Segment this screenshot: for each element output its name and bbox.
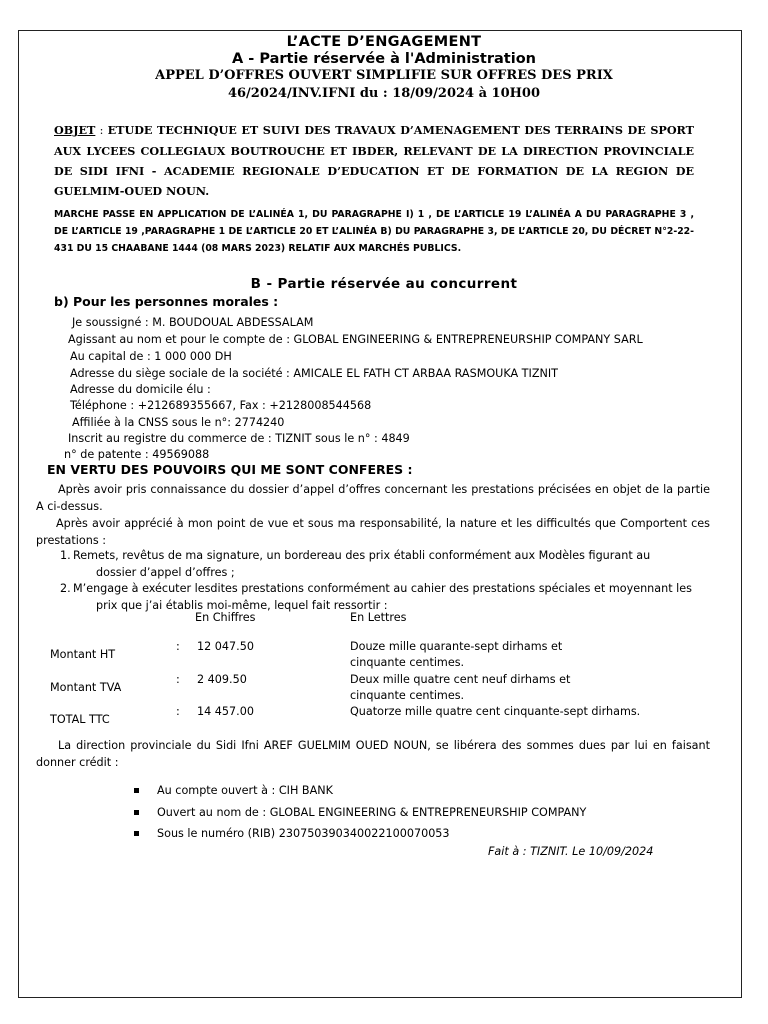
appreciation-paragraph: Après avoir apprécié à mon point de vue et sous ma responsabilité, la nature et les difficultés que Comportent ces prestations :	[36, 517, 710, 547]
place-date-line: Fait à : TIZNIT. Le 10/09/2024	[488, 845, 654, 858]
objet-colon: :	[95, 124, 108, 137]
list-item-2-line-1: M’engage à exécuter lesdites prestations conformément au cahier des prestations spéciales et moyennant les	[73, 582, 692, 595]
bank-list-item	[134, 827, 450, 840]
list-number: 2.	[60, 582, 71, 595]
amount-row-separator: :	[176, 705, 180, 718]
amount-row-label: TOTAL TTC	[50, 713, 110, 726]
amount-row-separator: :	[176, 673, 180, 686]
bullet-icon	[134, 810, 139, 815]
direction-paragraph: La direction provinciale du Sidi Ifni AREF GUELMIM OUED NOUN, se libérera des sommes dues par lui en faisant donner crédit :	[36, 739, 710, 769]
marche-legal-basis: MARCHE PASSE EN APPLICATION DE L’ALINÉA 1, DU PARAGRAPHE I) 1 , DE L’ARTICLE 19 L’ALINÉA A DU PARAGRAPHE 3 , DE L’ARTICLE 19 ,PARAGRAPHE 1 DE L’ARTICLE 20 ET L’ALINÉA B) DU PARAGRAPHE 3, DE L’ARTICLE 20, DU DÉCRET N°2-22-431 DU 15 CHAABANE 1444 (08 MARS 2023) RELATIF AUX MARCHÉS PUBLICS.	[54, 209, 694, 254]
amount-row-words-1: Douze mille quarante-sept dirhams et	[350, 640, 563, 653]
objet-text: ETUDE TECHNIQUE ET SUIVI DES TRAVAUX D’AMENAGEMENT DES TERRAINS DE SPORT AUX LYCEES COLLEGIAUX BOUTROUCHE ET IBDER, RELEVANT DE LA DIRECTION PROVINCIALE DE SIDI IFNI - ACADEMIE REGIONALE D’EDUCATION ET DE FORMATION DE LA REGION DE GUELMIM-OUED NOUN.	[54, 123, 694, 198]
prise-connaissance-paragraph: Après avoir pris connaissance du dossier d’appel d’offres concernant les prestations précisées en objet de la partie A ci-dessus.	[36, 483, 710, 513]
personnes-morales-heading: b) Pour les personnes morales :	[54, 294, 279, 309]
amount-row-label: Montant TVA	[50, 681, 122, 694]
siege-line: Adresse du siège sociale de la société : AMICALE EL FATH CT ARBAA RASMOUKA TIZNIT	[70, 367, 558, 380]
bank-item-text: Sous le numéro (RIB) 230750390340022100070053	[157, 827, 450, 840]
part-b-heading: B - Partie réservée au concurrent	[250, 276, 518, 292]
list-item-1-line-2: dossier d’appel d’offres ;	[96, 566, 235, 579]
list-item-1	[60, 547, 706, 581]
bank-item-text: Ouvert au nom de : GLOBAL ENGINEERING & ENTREPRENEURSHIP COMPANY	[157, 806, 587, 819]
cnss-line: Affiliée à la CNSS sous le n°: 2774240	[72, 416, 285, 429]
appel-offres-heading: APPEL D’OFFRES OUVERT SIMPLIFIE SUR OFFRES DES PRIX	[155, 68, 613, 83]
domicile-line: Adresse du domicile élu :	[70, 383, 211, 396]
amount-row-words-1: Deux mille quatre cent neuf dirhams et	[350, 673, 571, 686]
objet-label: OBJET	[54, 123, 96, 137]
bullet-icon	[134, 788, 139, 793]
bank-list-item	[134, 806, 586, 819]
column-header-chiffres: En Chiffres	[195, 611, 256, 624]
patente-line: n° de patente : 49569088	[64, 448, 210, 461]
pouvoirs-heading: EN VERTU DES POUVOIRS QUI ME SONT CONFERES :	[47, 462, 413, 477]
list-item-2-line-2: prix que j’ai établis moi-même, lequel fait ressortir :	[96, 599, 388, 612]
list-item-2	[60, 580, 706, 614]
agissant-line: Agissant au nom et pour le compte de : GLOBAL ENGINEERING & ENTREPRENEURSHIP COMPANY SARL	[68, 333, 643, 346]
list-item-1-line-1: Remets, revêtus de ma signature, un bordereau des prix établi conformément aux Modèles figurant au	[73, 549, 651, 562]
amount-row-words-1: Quatorze mille quatre cent cinquante-sept dirhams.	[350, 705, 641, 718]
amount-row-figures: 2 409.50	[197, 673, 247, 686]
part-a-heading: A - Partie réservée à l'Administration	[232, 51, 536, 67]
amount-row-separator: :	[176, 640, 180, 653]
amount-row-words-2: cinquante centimes.	[350, 689, 465, 702]
bank-item-text: Au compte ouvert à : CIH BANK	[157, 784, 333, 797]
soussigne-line: Je soussigné : M. BOUDOUAL ABDESSALAM	[72, 316, 314, 329]
amount-row-figures: 14 457.00	[197, 705, 254, 718]
amount-row-figures: 12 047.50	[197, 640, 254, 653]
bullet-icon	[134, 831, 139, 836]
amount-row-words-2: cinquante centimes.	[350, 656, 465, 669]
list-number: 1.	[60, 549, 71, 562]
column-header-lettres: En Lettres	[350, 611, 407, 624]
capital-line: Au capital de : 1 000 000 DH	[70, 350, 232, 363]
document-title: L’ACTE D’ENGAGEMENT	[286, 34, 482, 50]
objet-paragraph	[54, 120, 694, 201]
telephone-line: Téléphone : +212689355667, Fax : +2128008544568	[70, 399, 372, 412]
amount-row-label: Montant HT	[50, 648, 116, 661]
bank-list-item	[134, 784, 333, 797]
registre-line: Inscrit au registre du commerce de : TIZNIT sous le n° : 4849	[68, 432, 410, 445]
reference-line: 46/2024/INV.IFNI du : 18/09/2024 à 10H00	[227, 86, 541, 101]
